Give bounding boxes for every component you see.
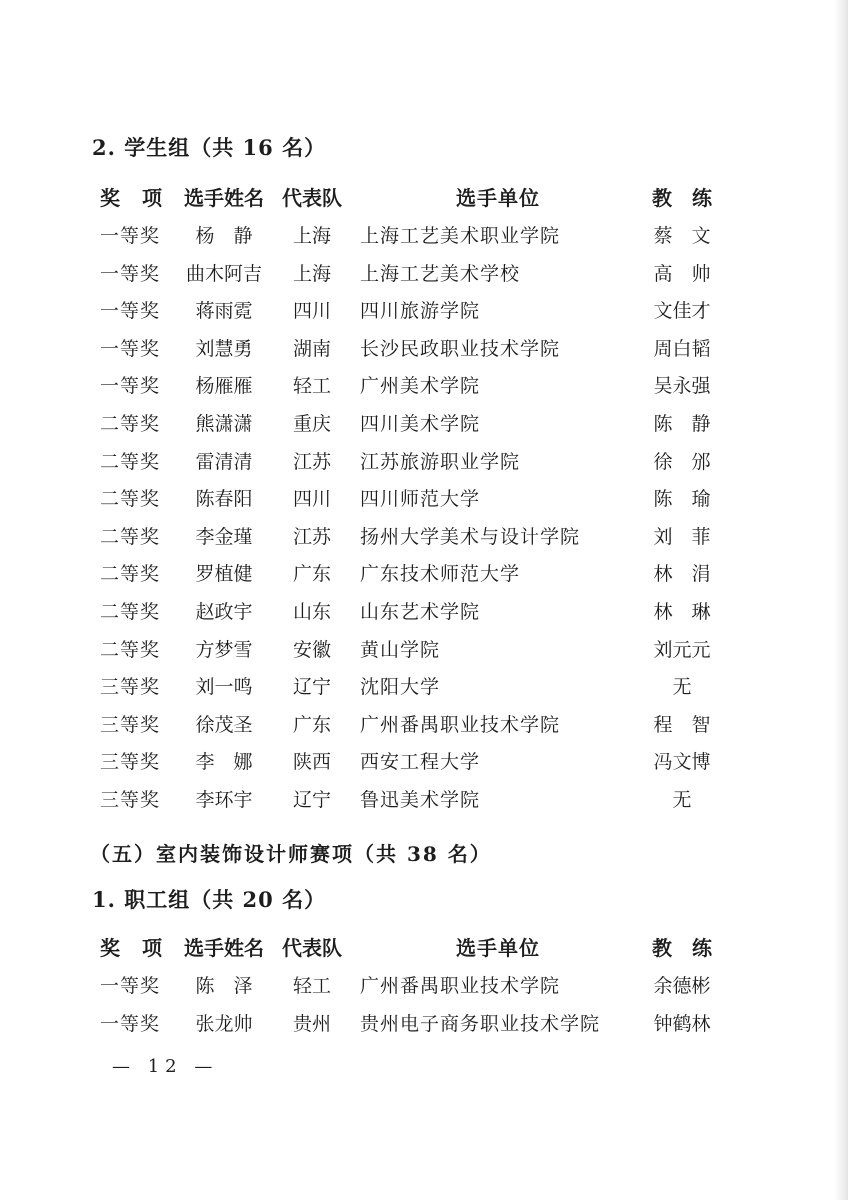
cell-coach: 林 琳 xyxy=(653,601,711,623)
cell-unit: 鲁迅美术学院 xyxy=(360,789,481,811)
cell-award: 一等奖 xyxy=(100,262,161,285)
header-unit: 选手单位 xyxy=(456,936,540,960)
cell-award: 二等奖 xyxy=(100,601,161,623)
cell-unit: 广州番禺职业技术学院 xyxy=(360,713,561,736)
cell-unit: 上海工艺美术职业学院 xyxy=(360,225,561,247)
cell-team: 辽宁 xyxy=(292,789,331,811)
cell-award: 二等奖 xyxy=(100,413,161,435)
cell-award: 二等奖 xyxy=(100,563,161,586)
cell-award: 一等奖 xyxy=(100,375,161,398)
table-row xyxy=(0,556,848,592)
table-row xyxy=(0,594,848,630)
cell-coach: 无 xyxy=(672,789,692,811)
cell-unit: 沈阳大学 xyxy=(360,676,441,699)
table-row xyxy=(0,406,848,442)
cell-unit: 上海工艺美术学校 xyxy=(360,262,521,285)
cell-coach: 程 智 xyxy=(653,713,711,736)
cell-unit: 广东技术师范大学 xyxy=(360,563,521,586)
cell-coach: 文佳才 xyxy=(653,300,711,323)
cell-award: 一等奖 xyxy=(100,300,161,323)
cell-award: 一等奖 xyxy=(100,225,161,247)
cell-name: 罗植健 xyxy=(195,563,253,586)
section-title: （五）室内装饰设计师赛项（共 38 名） xyxy=(90,842,492,866)
header-award: 奖 项 xyxy=(100,936,163,960)
header-unit: 选手单位 xyxy=(456,186,540,210)
cell-name: 杨雁雁 xyxy=(195,375,253,398)
header-coach: 教 练 xyxy=(652,186,712,210)
header-name: 选手姓名 xyxy=(184,936,264,960)
cell-unit: 长沙民政职业技术学院 xyxy=(360,337,561,360)
table-row xyxy=(0,744,848,780)
cell-coach: 高 帅 xyxy=(653,262,711,285)
header-coach: 教 练 xyxy=(652,936,712,960)
header-team: 代表队 xyxy=(282,936,342,960)
cell-award: 三等奖 xyxy=(100,789,161,811)
cell-name: 熊潇潇 xyxy=(195,413,253,435)
cell-unit: 广州美术学院 xyxy=(360,375,481,398)
cell-unit: 扬州大学美术与设计学院 xyxy=(360,525,581,548)
cell-team: 陕西 xyxy=(292,751,331,774)
cell-coach: 蔡 文 xyxy=(653,225,711,247)
table-row xyxy=(0,707,848,743)
cell-team: 轻工 xyxy=(292,375,331,398)
table-row xyxy=(0,293,848,329)
cell-unit: 江苏旅游职业学院 xyxy=(360,450,521,473)
cell-team: 辽宁 xyxy=(292,676,331,699)
table-row xyxy=(0,218,848,254)
table-row xyxy=(0,444,848,480)
cell-name: 刘慧勇 xyxy=(195,337,253,360)
cell-team: 湖南 xyxy=(292,337,331,360)
cell-unit: 贵州电子商务职业技术学院 xyxy=(360,1012,601,1035)
cell-coach: 刘元元 xyxy=(653,638,711,661)
table-row xyxy=(0,256,848,292)
cell-award: 二等奖 xyxy=(100,525,161,548)
cell-award: 二等奖 xyxy=(100,488,161,511)
table-row xyxy=(0,331,848,367)
cell-team: 安徽 xyxy=(292,638,331,661)
cell-name: 刘一鸣 xyxy=(195,676,253,699)
cell-team: 四川 xyxy=(292,488,331,511)
cell-coach: 陈 瑜 xyxy=(653,488,711,511)
cell-unit: 广州番禺职业技术学院 xyxy=(360,975,561,997)
cell-name: 赵政宇 xyxy=(195,601,253,623)
cell-team: 江苏 xyxy=(292,525,331,548)
cell-coach: 徐 邠 xyxy=(653,450,711,473)
cell-coach: 余德彬 xyxy=(653,975,711,997)
table-header-row xyxy=(0,180,848,216)
header-award: 奖 项 xyxy=(100,186,163,210)
cell-award: 一等奖 xyxy=(100,337,161,360)
cell-unit: 四川美术学院 xyxy=(360,413,481,435)
cell-team: 上海 xyxy=(292,225,331,247)
cell-team: 贵州 xyxy=(292,1012,331,1035)
cell-name: 雷清清 xyxy=(195,450,253,473)
cell-coach: 周白韬 xyxy=(653,337,711,360)
cell-award: 三等奖 xyxy=(100,676,161,699)
cell-team: 广东 xyxy=(292,713,331,736)
table-row xyxy=(0,368,848,404)
cell-team: 江苏 xyxy=(292,450,331,473)
cell-coach: 冯文博 xyxy=(653,751,711,774)
cell-team: 上海 xyxy=(292,262,331,285)
table-row xyxy=(0,481,848,517)
cell-team: 轻工 xyxy=(292,975,331,997)
table-row xyxy=(0,782,848,818)
table-row xyxy=(0,632,848,668)
student-group-heading: 2. 学生组（共 16 名） xyxy=(92,135,327,160)
cell-name: 李金瑾 xyxy=(195,525,253,548)
cell-team: 广东 xyxy=(292,563,331,586)
cell-name: 陈 泽 xyxy=(195,975,253,997)
cell-coach: 林 涓 xyxy=(653,563,711,586)
cell-name: 李 娜 xyxy=(195,751,253,774)
cell-unit: 四川旅游学院 xyxy=(360,300,481,323)
cell-award: 三等奖 xyxy=(100,751,161,774)
cell-name: 蒋雨霓 xyxy=(195,300,253,323)
cell-award: 一等奖 xyxy=(100,975,161,997)
cell-name: 张龙帅 xyxy=(195,1012,253,1035)
cell-name: 陈春阳 xyxy=(195,488,253,511)
table-header-row xyxy=(0,930,848,966)
cell-team: 重庆 xyxy=(292,413,331,435)
header-team: 代表队 xyxy=(282,186,342,210)
cell-award: 二等奖 xyxy=(100,638,161,661)
table-row xyxy=(0,1006,848,1042)
table-row xyxy=(0,968,848,1004)
cell-award: 二等奖 xyxy=(100,450,161,473)
cell-name: 杨 静 xyxy=(195,225,253,247)
cell-coach: 无 xyxy=(672,676,692,699)
cell-name: 方梦雪 xyxy=(195,638,253,661)
cell-unit: 四川师范大学 xyxy=(360,488,481,511)
table-row xyxy=(0,669,848,705)
cell-team: 四川 xyxy=(292,300,331,323)
staff-group-heading: 1. 职工组（共 20 名） xyxy=(92,887,327,912)
cell-award: 三等奖 xyxy=(100,713,161,736)
cell-name: 曲木阿吉 xyxy=(185,262,262,285)
cell-award: 一等奖 xyxy=(100,1012,161,1035)
cell-unit: 山东艺术学院 xyxy=(360,601,481,623)
cell-coach: 陈 静 xyxy=(653,413,711,435)
cell-unit: 黄山学院 xyxy=(360,638,441,661)
table-row xyxy=(0,519,848,555)
cell-coach: 刘 菲 xyxy=(653,525,711,548)
cell-name: 徐茂圣 xyxy=(195,713,253,736)
cell-coach: 钟鹤林 xyxy=(653,1012,711,1035)
cell-coach: 吴永强 xyxy=(653,375,711,398)
cell-name: 李环宇 xyxy=(195,789,253,811)
page-number: — 12 — xyxy=(112,1056,219,1077)
cell-unit: 西安工程大学 xyxy=(360,751,481,774)
header-name: 选手姓名 xyxy=(184,186,264,210)
cell-team: 山东 xyxy=(292,601,331,623)
